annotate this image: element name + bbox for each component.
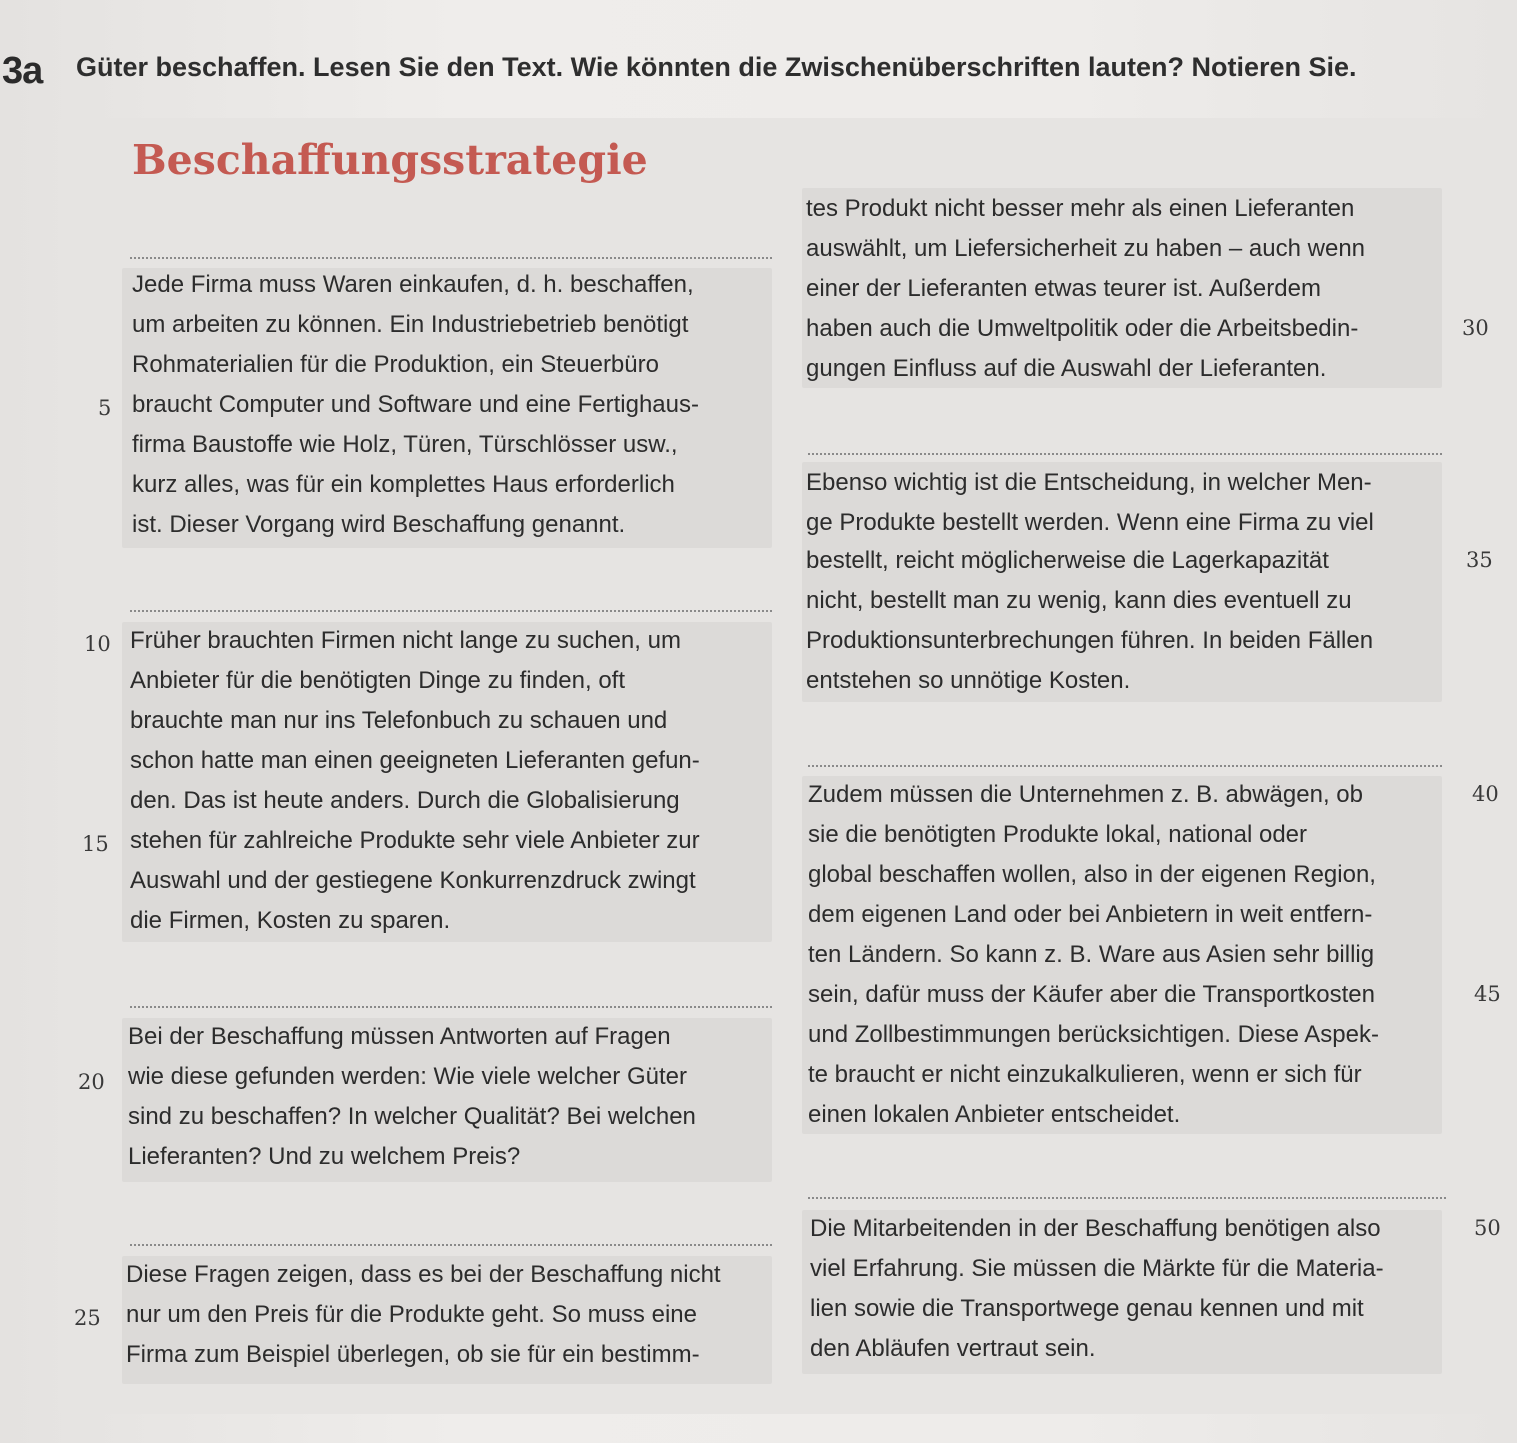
text-line: global beschaffen wollen, also in der eigenen Region, [808,861,1376,888]
text-line: dem eigenen Land oder bei Anbietern in weit entfern- [808,901,1373,928]
text-line: und Zollbestimmungen berücksichtigen. Diese Aspek- [808,1021,1379,1048]
text-line: Diese Fragen zeigen, dass es bei der Beschaffung nicht [126,1261,721,1288]
text-line: sein, dafür muss der Käufer aber die Transportkosten [808,981,1375,1008]
line-number: 30 [1462,316,1489,340]
text-line: sie die benötigten Produkte lokal, national oder [808,821,1308,848]
task-number: 3a [2,50,43,92]
text-line: nicht, bestellt man zu wenig, kann dies eventuell zu [806,587,1352,614]
text-line: Anbieter für die benötigten Dinge zu finden, oft [130,667,625,694]
text-line: einen lokalen Anbieter entscheidet. [808,1101,1181,1128]
text-line: den Abläufen vertraut sein. [810,1335,1096,1362]
subheading-blank-4[interactable] [130,1244,772,1246]
text-line: lien sowie die Transportwege genau kennen und mit [810,1295,1364,1322]
text-line: Ebenso wichtig ist die Entscheidung, in welcher Men- [806,469,1372,496]
line-number: 15 [82,832,109,856]
text-line: sind zu beschaffen? In welcher Qualität? Bei welchen [128,1103,696,1130]
text-line: viel Erfahrung. Sie müssen die Märkte für die Materia- [810,1255,1384,1282]
line-number: 50 [1474,1216,1501,1240]
text-line: entstehen so unnötige Kosten. [806,667,1131,694]
text-line: ten Ländern. So kann z. B. Ware aus Asien sehr billig [808,941,1375,968]
text-line: einer der Lieferanten etwas teurer ist. Außerdem [806,275,1321,302]
text-line: Lieferanten? Und zu welchem Preis? [128,1143,521,1170]
text-line: schon hatte man einen geeigneten Lieferanten gefun- [130,747,700,774]
subheading-blank-5[interactable] [808,453,1442,455]
line-number: 25 [74,1306,101,1330]
text-line: Jede Firma muss Waren einkaufen, d. h. beschaffen, [132,271,694,298]
text-line: braucht Computer und Software und eine Fertighaus- [132,391,699,418]
text-line: Produktionsunterbrechungen führen. In beiden Fällen [806,627,1374,654]
text-line: brauchte man nur ins Telefonbuch zu schauen und [130,707,668,734]
text-line: wie diese gefunden werden: Wie viele welcher Güter [128,1063,687,1090]
text-line: Die Mitarbeitenden in der Beschaffung benötigen also [810,1215,1381,1242]
text-line: nur um den Preis für die Produkte geht. So muss eine [126,1301,697,1328]
line-number: 10 [84,632,111,656]
text-line: Rohmaterialien für die Produktion, ein Steuerbüro [132,351,659,378]
line-number: 45 [1474,982,1501,1006]
text-line: kurz alles, was für ein komplettes Haus erforderlich [132,471,675,498]
text-line: Firma zum Beispiel überlegen, ob sie für ein bestimm- [126,1341,700,1368]
text-line: ge Produkte bestellt werden. Wenn eine Firma zu viel [806,509,1374,536]
text-line: Auswahl und der gestiegene Konkurrenzdruck zwingt [130,867,696,894]
text-line: gungen Einfluss auf die Auswahl der Lieferanten. [806,355,1327,382]
line-number: 40 [1472,782,1499,806]
text-line: tes Produkt nicht besser mehr als einen Lieferanten [806,195,1355,222]
subheading-blank-1[interactable] [130,257,772,259]
text-line: te braucht er nicht einzukalkulieren, wenn er sich für [808,1061,1362,1088]
line-number: 35 [1466,548,1493,572]
text-line: haben auch die Umweltpolitik oder die Arbeitsbedin- [806,315,1359,342]
subheading-blank-6[interactable] [808,765,1442,767]
line-number: 20 [78,1070,105,1094]
text-line: um arbeiten zu können. Ein Industriebetrieb benötigt [132,311,689,338]
subheading-blank-3[interactable] [130,1006,772,1008]
text-line: firma Baustoffe wie Holz, Türen, Türschlösser usw., [132,431,678,458]
text-line: den. Das ist heute anders. Durch die Globalisierung [130,787,680,814]
subheading-blank-2[interactable] [130,610,772,612]
text-line: ist. Dieser Vorgang wird Beschaffung genannt. [132,511,626,538]
text-line: stehen für zahlreiche Produkte sehr viele Anbieter zur [130,827,700,854]
line-number: 5 [98,396,112,420]
task-instruction: Güter beschaffen. Lesen Sie den Text. Wie könnten die Zwischenüberschriften lauten? Notieren Sie. [76,52,1357,82]
subheading-blank-7[interactable] [808,1197,1446,1199]
text-line: auswählt, um Liefersicherheit zu haben – auch wenn [806,235,1366,262]
text-line: Zudem müssen die Unternehmen z. B. abwägen, ob [808,781,1363,808]
text-line: bestellt, reicht möglicherweise die Lagerkapazität [806,547,1329,574]
text-line: Bei der Beschaffung müssen Antworten auf Fragen [128,1023,671,1050]
text-line: die Firmen, Kosten zu sparen. [130,907,451,934]
article-title: Beschaffungsstrategie [132,136,648,184]
text-line: Früher brauchten Firmen nicht lange zu suchen, um [130,627,681,654]
